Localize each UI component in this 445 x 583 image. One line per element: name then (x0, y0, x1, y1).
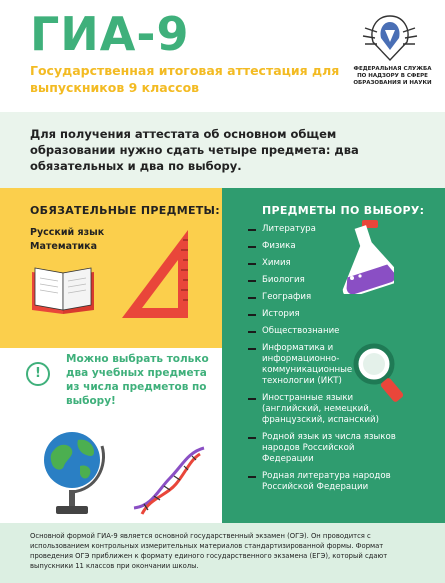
warning-icon: ! (26, 362, 50, 386)
required-item: Математика (30, 241, 98, 252)
footer-text: Основной формой ГИА-9 является основной государственный экзамен (ОГЭ). Он проводится с использованием контрольных измерительных материалов стандартизированной формы. Формат проведения ОГЭ приближен к формату единого государственного экзамена (ЕГЭ), который сдают выпускники 11 классов при окончании школы. (30, 532, 388, 570)
optional-item: История (248, 309, 428, 320)
optional-item: Химия (248, 258, 428, 269)
page-title: ГИА-9 (30, 7, 190, 61)
globe-icon (36, 420, 112, 520)
book-icon (28, 262, 98, 318)
optional-title: ПРЕДМЕТЫ ПО ВЫБОРУ: (262, 204, 425, 217)
dna-icon (128, 438, 208, 518)
optional-item: География (248, 292, 428, 303)
triangle-ruler-icon (118, 226, 192, 322)
page-subtitle: Государственная итоговая аттестация для выпускников 9 классов (30, 63, 340, 95)
required-title: ОБЯЗАТЕЛЬНЫЕ ПРЕДМЕТЫ: (30, 204, 220, 217)
optional-item: Родная литература народов Российской Федерации (248, 471, 428, 493)
magnifier-icon (352, 342, 412, 404)
emblem-caption: ФЕДЕРАЛЬНАЯ СЛУЖБА ПО НАДЗОРУ В СФЕРЕ ОБРАЗОВАНИЯ И НАУКИ (353, 66, 432, 86)
optional-item: Родной язык из числа языков народов Российской Федерации (248, 432, 398, 465)
flask-icon (322, 218, 394, 294)
emblem-icon (355, 8, 425, 68)
optional-item: Информатика и информационно-коммуникационные технологии (ИКТ) (248, 343, 368, 387)
required-item: Русский язык (30, 227, 105, 238)
required-list (30, 226, 104, 254)
intro-text: Для получения аттестата об основном общем образовании нужно сдать четыре предмета: два обязательных и два по выбору. (30, 127, 359, 173)
optional-item: Биология (248, 275, 428, 286)
optional-item: Иностранные языки (английский, немецкий, французский, испанский) (248, 393, 398, 426)
optional-item: Литература (248, 224, 428, 235)
optional-item: Обществознание (248, 326, 428, 337)
optional-item: Физика (248, 241, 428, 252)
note-text: Можно выбрать только два учебных предмета из числа предметов по выбору! (66, 353, 209, 407)
